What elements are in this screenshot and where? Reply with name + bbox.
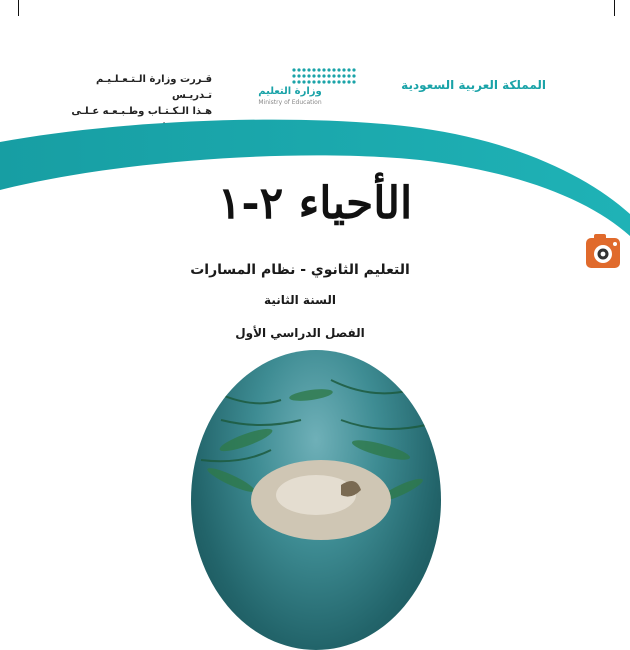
cover-photo-illustration [191,350,441,650]
ministry-name-en: Ministry of Education [258,99,322,106]
ministry-name-ar: وزارة التعليم [258,86,322,97]
education-program: التعليم الثانوي - نظام المسارات [190,262,410,278]
cover-photo [191,350,441,650]
semester: الفصل الدراسي الأول [235,326,365,340]
approval-line-2: هـذا الـكـتـاب وطـبـعـه عـلـى [71,106,212,117]
school-year: السنة الثانية [264,293,336,307]
country-name: المملكة العربية السعودية [401,78,546,92]
approval-line-1: قـررت وزارة الـتـعـلـيـم تـدريـس [95,74,212,101]
book-title: الأحياء ٢-١ [217,178,413,229]
